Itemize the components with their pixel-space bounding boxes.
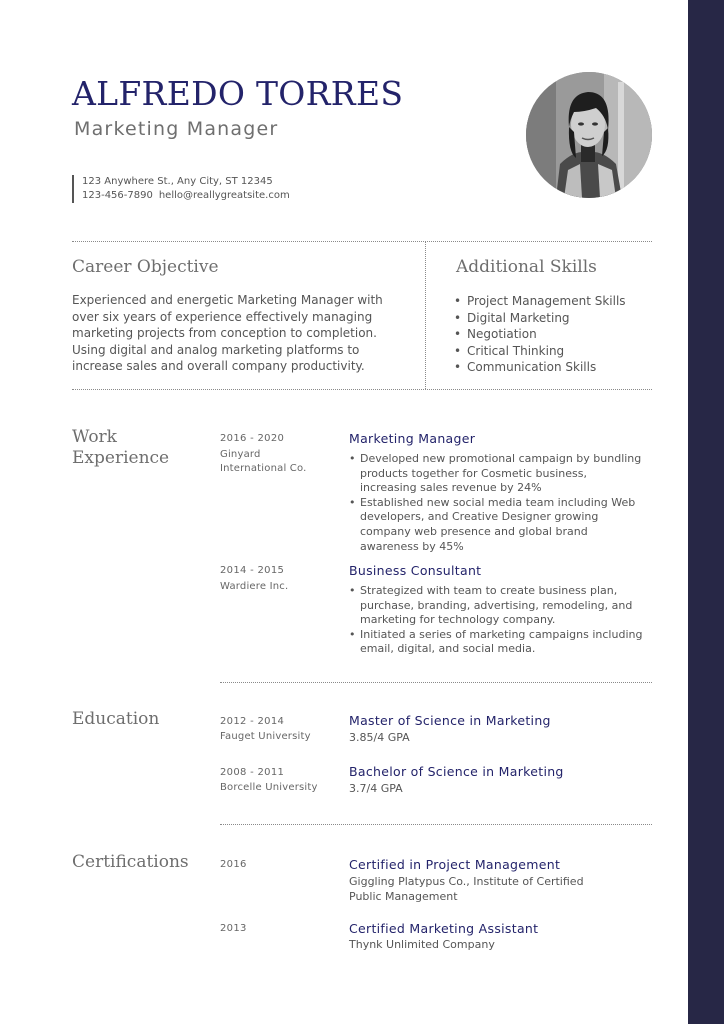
portrait-icon [526, 72, 652, 198]
work-experience-title-line1: Work [72, 427, 117, 447]
education-gpa: 3.85/4 GPA [349, 731, 410, 744]
education-school: Fauget University [220, 731, 311, 742]
divider-work [220, 682, 652, 683]
contact-block [72, 175, 290, 203]
contact-phone: 123-456-7890 [82, 190, 153, 201]
job-company-line1: Ginyard [220, 449, 261, 460]
job-bullet: • Strategized with team to create business plan, purchase, branding, advertising, remodeling, and marketing for technology company. [346, 584, 646, 628]
work-experience-title [72, 427, 169, 469]
contact-email: hello@reallygreatsite.com [158, 190, 290, 201]
education-title: Education [72, 709, 160, 729]
certifications-title: Certifications [72, 852, 189, 872]
job-dates: 2016 - 2020 [220, 433, 285, 444]
education-dates: 2012 - 2014 [220, 716, 285, 727]
job-company-line2: International Co. [220, 462, 307, 474]
resume-name: ALFREDO TORRES [72, 74, 404, 113]
job-bullet: • Developed new promotional campaign by bundling products together for Cosmetic business, increasing sales revenue by 24% [346, 452, 646, 496]
divider-top [72, 241, 652, 242]
contact-address: 123 Anywhere St., Any City, ST 12345 [82, 176, 273, 187]
skill-item: • Negotiation [454, 326, 626, 343]
certification-year: 2016 [220, 859, 247, 870]
job-bullet: • Initiated a series of marketing campaigns including email, digital, and social media. [346, 628, 646, 657]
skill-item: • Communication Skills [454, 359, 626, 376]
job-bullet: • Established new social media team including Web developers, and Creative Designer growing company web presence and global brand awareness by 45% [346, 496, 646, 554]
certification-issuer-line1: Giggling Platypus Co., Institute of Certified [349, 875, 584, 888]
certification-issuer-line2: Public Management [349, 889, 458, 903]
skills-list [454, 293, 626, 376]
additional-skills-title: Additional Skills [456, 257, 597, 277]
skill-item: • Project Management Skills [454, 293, 626, 310]
certification-name: Certified Marketing Assistant [349, 921, 539, 936]
skill-item: • Digital Marketing [454, 310, 626, 327]
job-title: Business Consultant [349, 563, 482, 578]
education-degree: Bachelor of Science in Marketing [349, 764, 564, 779]
education-school: Borcelle University [220, 782, 318, 793]
job-bullets [346, 584, 646, 657]
resume-role: Marketing Manager [74, 118, 279, 140]
profile-photo [526, 72, 652, 198]
education-gpa: 3.7/4 GPA [349, 782, 403, 795]
education-degree: Master of Science in Marketing [349, 713, 551, 728]
decorative-sidebar-bar [688, 0, 724, 1024]
job-company-line1: Wardiere Inc. [220, 581, 289, 592]
education-dates: 2008 - 2011 [220, 767, 285, 778]
job-company [220, 580, 288, 594]
career-objective-title: Career Objective [72, 257, 219, 277]
career-objective-text: Experienced and energetic Marketing Manager with over six years of experience effectively managing marketing projects from conception to completion. Using digital and analog marketing platforms to increase sales and overall company productivity. [72, 293, 383, 373]
certification-issuer [349, 875, 584, 904]
divider-middle [72, 389, 652, 390]
certification-issuer [349, 938, 495, 953]
divider-vertical [425, 241, 426, 389]
divider-education [220, 824, 652, 825]
skill-item: • Critical Thinking [454, 343, 626, 360]
certification-year: 2013 [220, 923, 247, 934]
job-bullets [346, 452, 646, 554]
certification-name: Certified in Project Management [349, 857, 561, 872]
job-title: Marketing Manager [349, 431, 476, 446]
certification-issuer-line1: Thynk Unlimited Company [349, 938, 495, 951]
job-company [220, 448, 307, 475]
work-experience-title-line2: Experience [72, 448, 170, 468]
job-dates: 2014 - 2015 [220, 565, 285, 576]
